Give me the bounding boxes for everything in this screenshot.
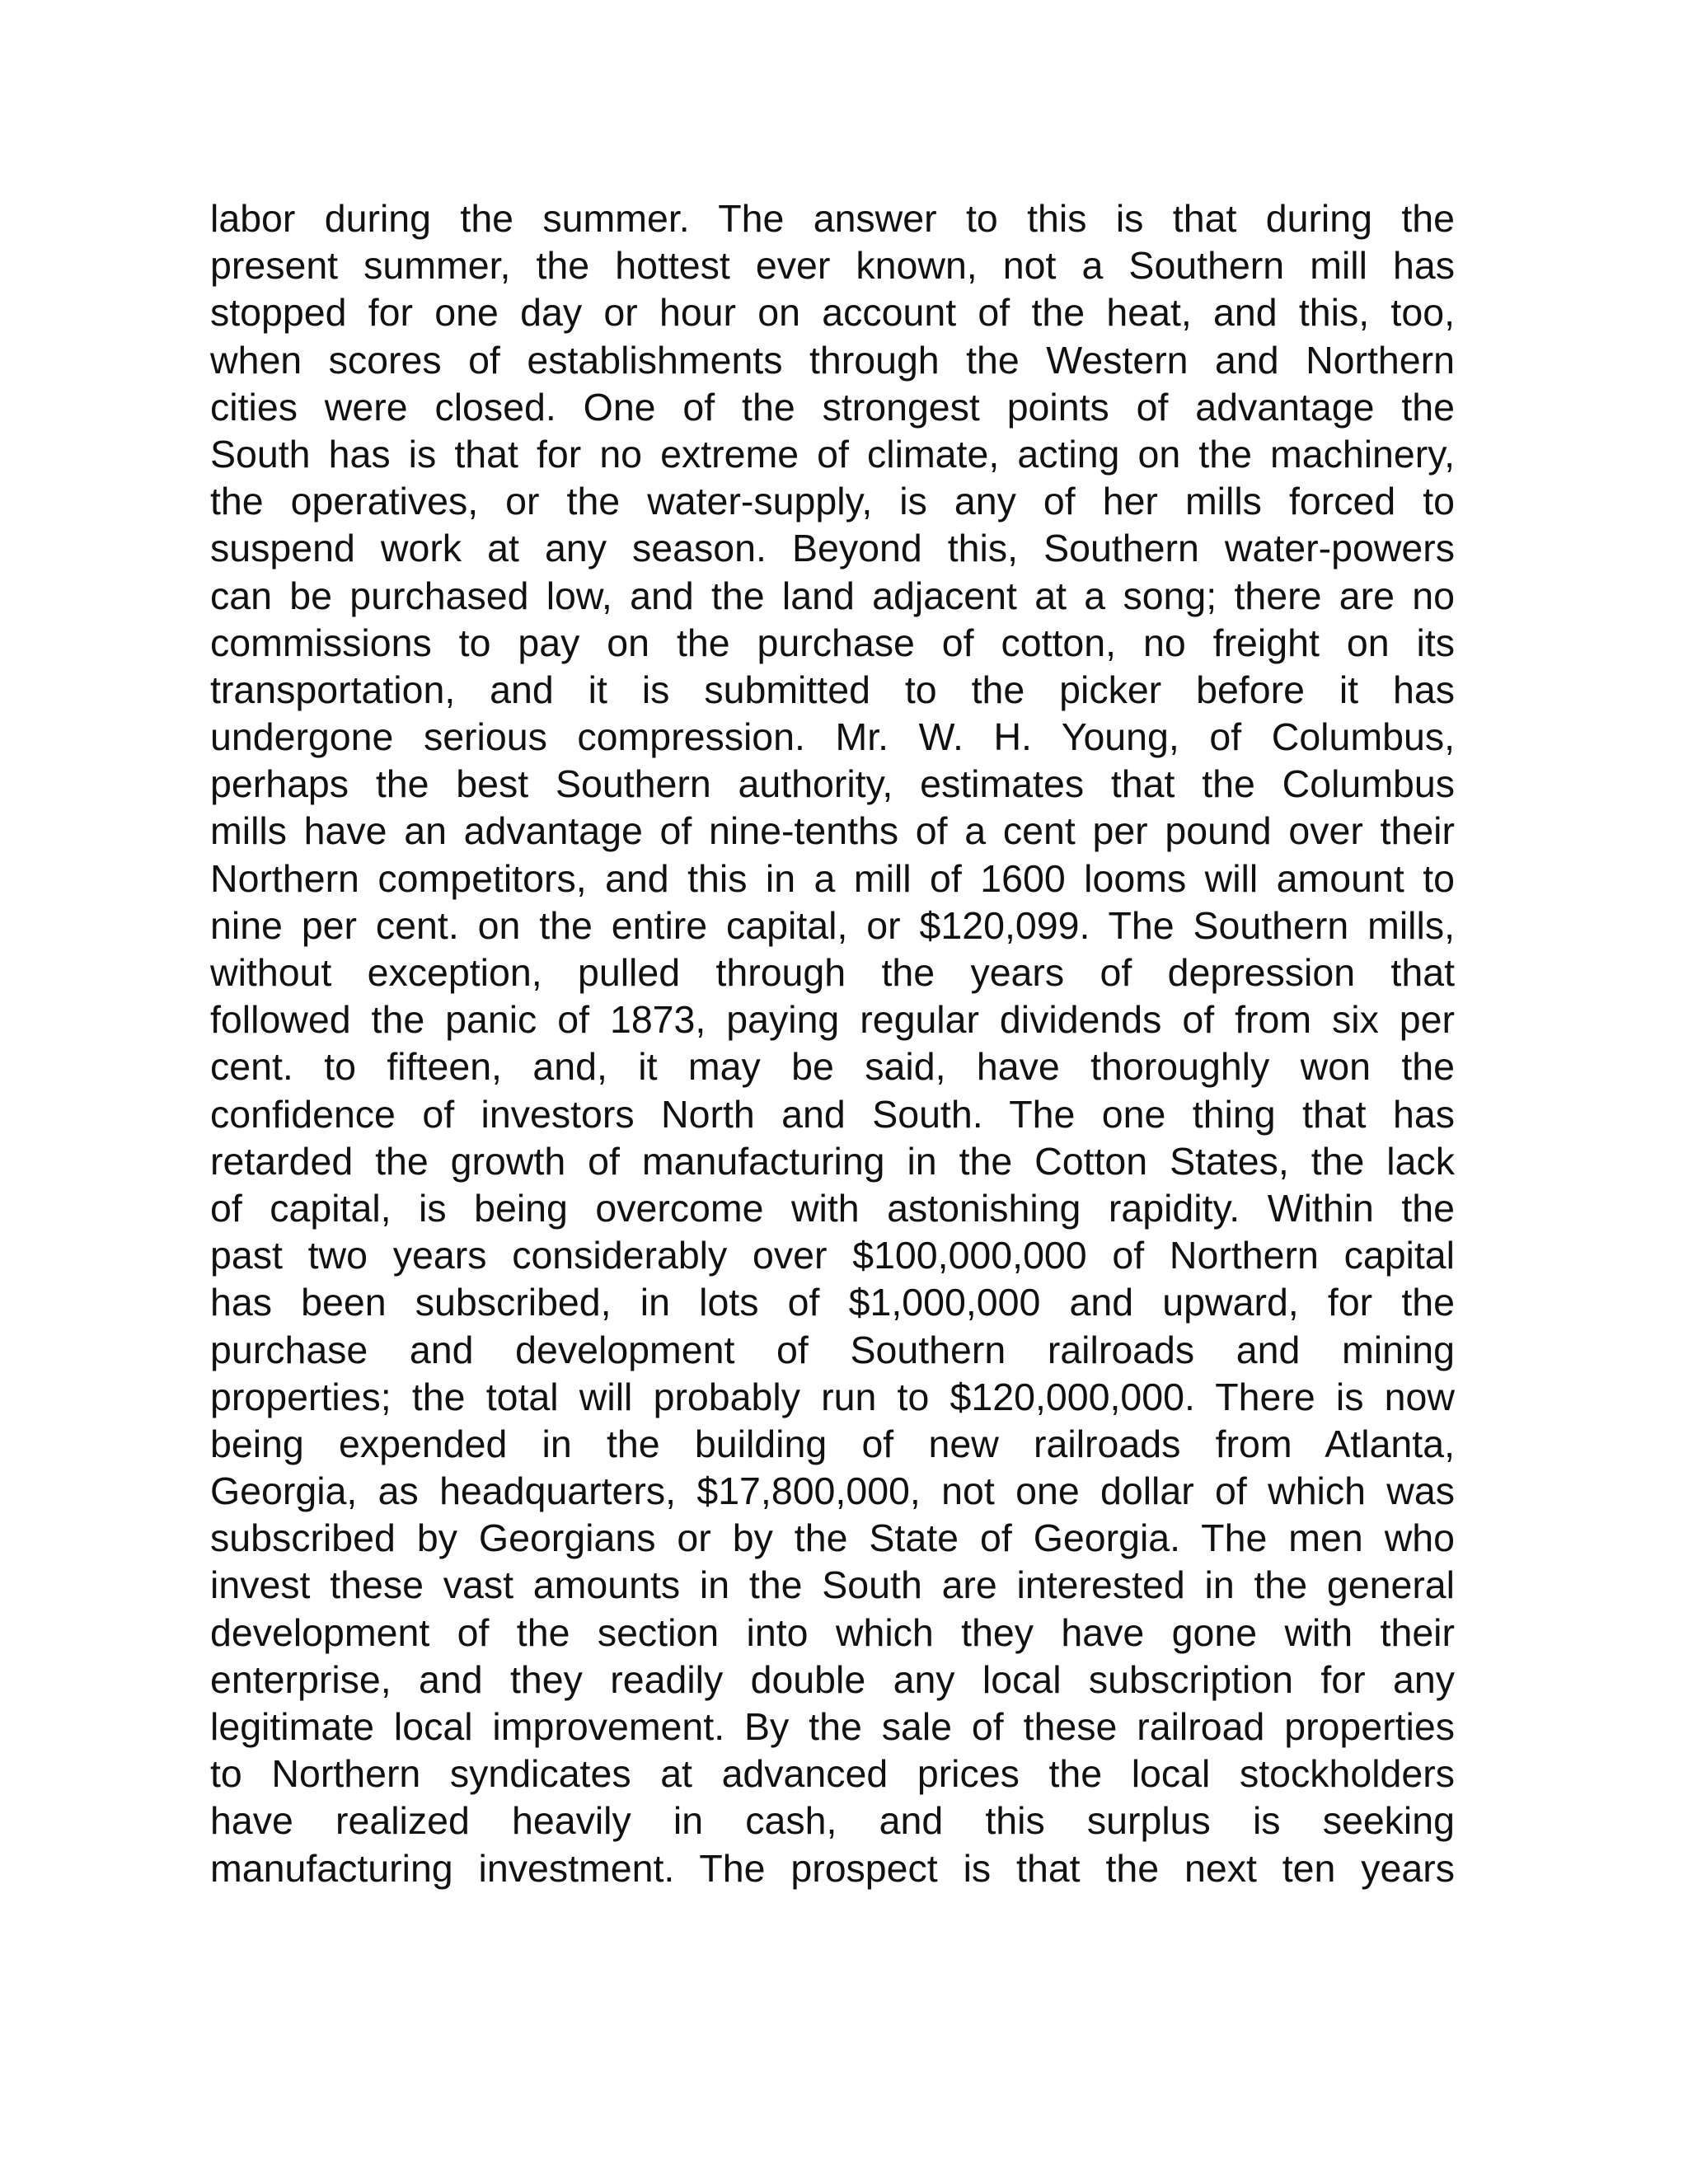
text-line-8: suspend work at any season. Beyond this, Southern water-powers bbox=[210, 527, 1455, 570]
text-line-3: stopped for one day or hour on account of the heat, and this, too, bbox=[210, 291, 1455, 335]
text-line-17: without exception, pulled through the years of depression that bbox=[210, 951, 1455, 994]
text-line-7: the operatives, or the water-supply, is any of her mills forced to bbox=[210, 480, 1455, 523]
text-line-33: legitimate local improvement. By the sale of these railroad properties bbox=[210, 1705, 1455, 1748]
text-line-27: being expended in the building of new railroads from Atlanta, bbox=[210, 1422, 1455, 1465]
text-line-6: South has is that for no extreme of climate, acting on the machinery, bbox=[210, 432, 1455, 476]
text-line-25: purchase and development of Southern railroads and mining bbox=[210, 1328, 1455, 1371]
text-line-11: transportation, and it is submitted to the picker before it has bbox=[210, 668, 1455, 711]
text-line-19: cent. to fifteen, and, it may be said, have thoroughly won the bbox=[210, 1045, 1455, 1089]
text-line-20: confidence of investors North and South. The one thing that has bbox=[210, 1092, 1455, 1136]
text-line-10: commissions to pay on the purchase of cotton, no freight on its bbox=[210, 621, 1455, 664]
text-line-18: followed the panic of 1873, paying regular dividends of from six per bbox=[210, 998, 1455, 1042]
text-line-24: has been subscribed, in lots of $1,000,000 and upward, for the bbox=[210, 1281, 1455, 1324]
text-line-36: manufacturing investment. The prospect is that the next ten years bbox=[210, 1846, 1455, 1890]
text-line-9: can be purchased low, and the land adjacent at a song; there are no bbox=[210, 574, 1455, 617]
text-line-35: have realized heavily in cash, and this surplus is seeking bbox=[210, 1799, 1455, 1843]
text-line-16: nine per cent. on the entire capital, or $120,099. The Southern mills, bbox=[210, 903, 1455, 947]
text-line-4: when scores of establishments through the Western and Northern bbox=[210, 338, 1455, 382]
text-line-13: perhaps the best Southern authority, estimates that the Columbus bbox=[210, 762, 1455, 806]
text-line-22: of capital, is being overcome with astonishing rapidity. Within the bbox=[210, 1186, 1455, 1230]
text-line-21: retarded the growth of manufacturing in the Cotton States, the lack bbox=[210, 1139, 1455, 1183]
text-line-14: mills have an advantage of nine-tenths of a cent per pound over their bbox=[210, 809, 1455, 853]
text-line-32: enterprise, and they readily double any local subscription for any bbox=[210, 1657, 1455, 1701]
text-line-29: subscribed by Georgians or by the State of Georgia. The men who bbox=[210, 1516, 1455, 1560]
text-line-34: to Northern syndicates at advanced prices the local stockholders bbox=[210, 1752, 1455, 1796]
text-line-28: Georgia, as headquarters, $17,800,000, not one dollar of which was bbox=[210, 1469, 1455, 1513]
text-line-15: Northern competitors, and this in a mill of 1600 looms will amount to bbox=[210, 856, 1455, 900]
text-line-2: present summer, the hottest ever known, not a Southern mill has bbox=[210, 244, 1455, 288]
text-line-1: labor during the summer. The answer to this is that during the bbox=[210, 197, 1455, 240]
text-line-30: invest these vast amounts in the South are interested in the general bbox=[210, 1563, 1455, 1607]
text-line-31: development of the section into which they have gone with their bbox=[210, 1610, 1455, 1654]
text-line-12: undergone serious compression. Mr. W. H. Young, of Columbus, bbox=[210, 715, 1455, 759]
body-text bbox=[210, 195, 1455, 1892]
text-line-5: cities were closed. One of the strongest points of advantage the bbox=[210, 385, 1455, 429]
text-line-23: past two years considerably over $100,000,000 of Northern capital bbox=[210, 1234, 1455, 1277]
text-line-26: properties; the total will probably run to $120,000,000. There is now bbox=[210, 1375, 1455, 1418]
